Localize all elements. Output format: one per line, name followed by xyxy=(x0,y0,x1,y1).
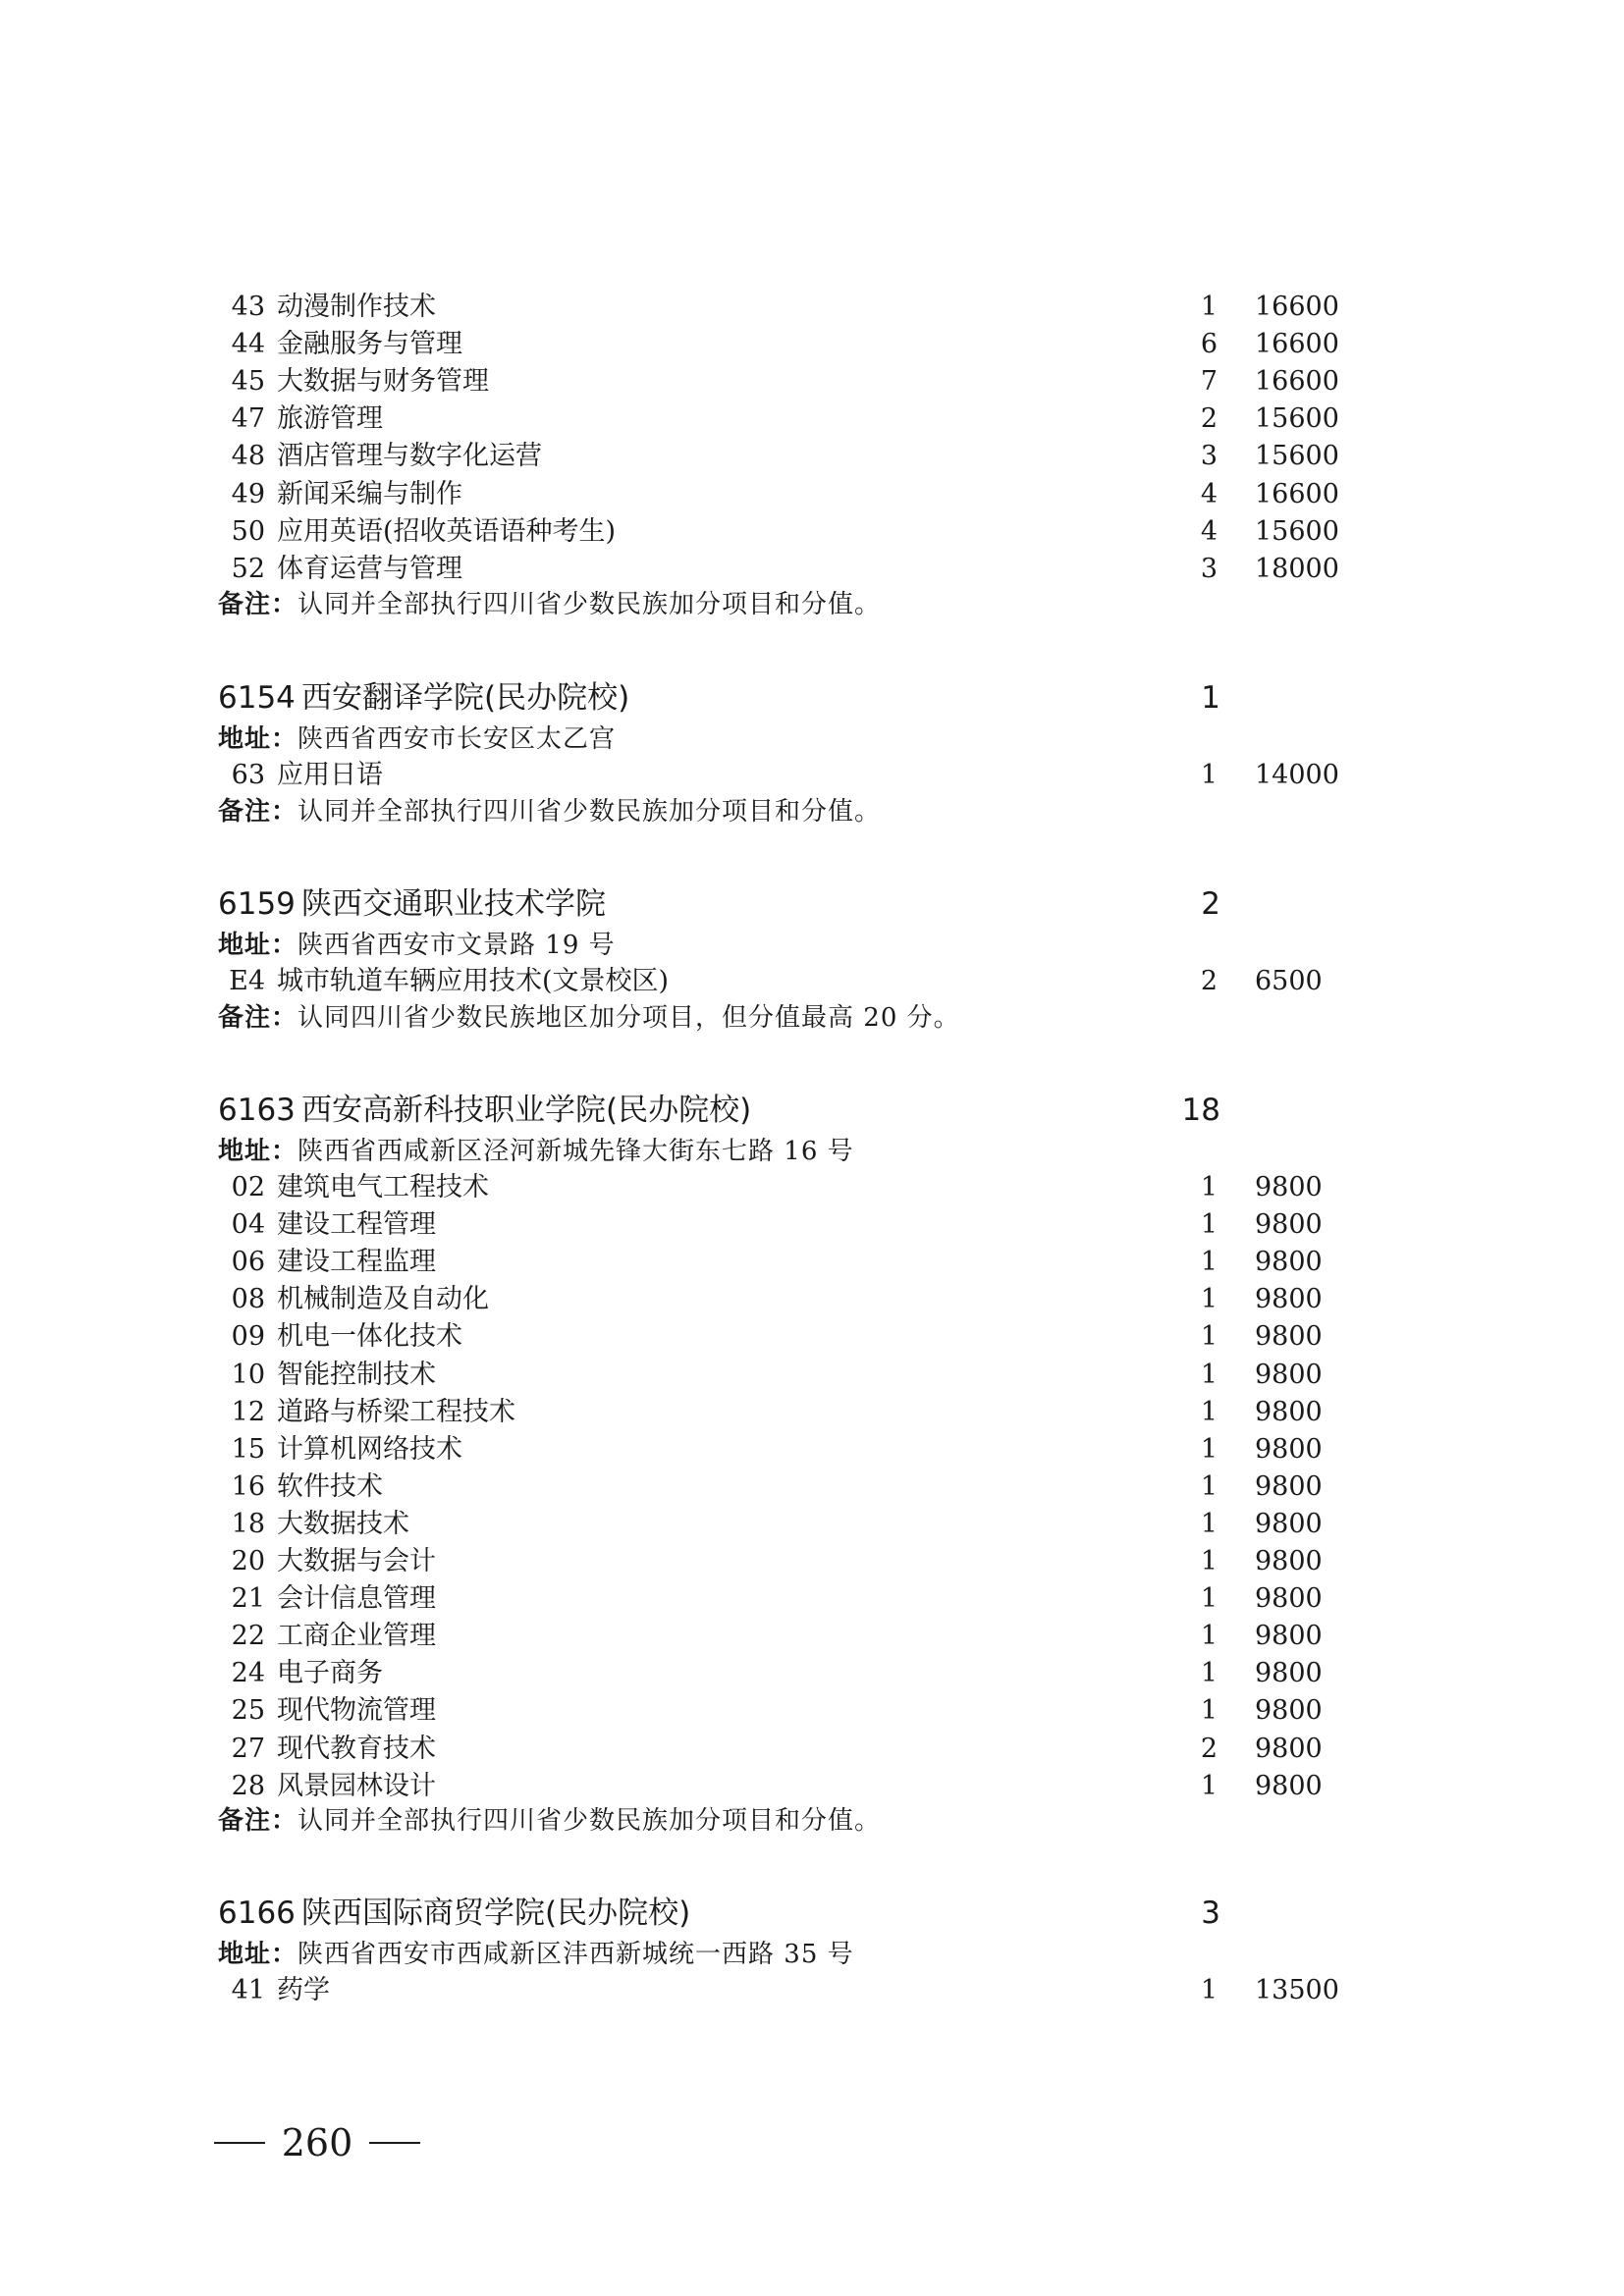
note-value: 认同并全部执行四川省少数民族加分项目和分值。 xyxy=(298,797,882,827)
major-tuition: 15600 xyxy=(1255,403,1339,434)
major-name: 旅游管理 xyxy=(277,403,383,434)
major-plan-count: 7 xyxy=(1200,366,1218,397)
major-row xyxy=(0,1394,1624,1431)
major-tuition: 16600 xyxy=(1255,329,1339,359)
major-tuition: 13500 xyxy=(1255,1975,1339,2005)
major-row xyxy=(0,1692,1624,1730)
major-tuition: 6500 xyxy=(1255,966,1323,996)
major-tuition: 9800 xyxy=(1255,1321,1323,1352)
major-row xyxy=(0,551,1624,588)
address-text xyxy=(218,927,616,964)
major-name: 建筑电气工程技术 xyxy=(277,1172,489,1202)
major-row xyxy=(0,1318,1624,1356)
school-address xyxy=(0,1936,1624,1973)
address-text xyxy=(218,721,616,758)
address-label: 地址： xyxy=(218,1940,298,1969)
major-tuition: 9800 xyxy=(1255,1621,1323,1651)
major-plan-count: 1 xyxy=(1200,1509,1218,1539)
major-plan-count: 3 xyxy=(1200,441,1218,471)
major-row xyxy=(0,289,1624,326)
major-name: 动漫制作技术 xyxy=(277,292,436,322)
major-plan-count: 4 xyxy=(1200,516,1218,547)
school-address xyxy=(0,721,1624,758)
major-row xyxy=(0,1972,1624,2009)
major-name: 建设工程管理 xyxy=(277,1209,436,1240)
major-tuition: 9800 xyxy=(1255,1434,1323,1465)
major-tuition: 9800 xyxy=(1255,1284,1323,1314)
major-name: 城市轨道车辆应用技术(文景校区) xyxy=(277,966,670,996)
major-row xyxy=(0,1206,1624,1244)
major-plan-count: 3 xyxy=(1200,554,1218,584)
major-code: 43 xyxy=(231,292,265,322)
school-note xyxy=(0,999,1624,1037)
major-code: 63 xyxy=(231,760,265,790)
major-plan-count: 1 xyxy=(1200,292,1218,322)
school-total-count: 18 xyxy=(1181,1093,1220,1128)
major-code: 09 xyxy=(231,1321,265,1352)
major-row xyxy=(0,1768,1624,1805)
major-code: 15 xyxy=(231,1434,265,1465)
major-name: 新闻采编与制作 xyxy=(277,479,462,509)
school-address xyxy=(0,1133,1624,1170)
major-plan-count: 1 xyxy=(1200,1247,1218,1277)
page-number: 260 xyxy=(281,2121,353,2164)
major-name: 会计信息管理 xyxy=(277,1583,436,1614)
major-name: 机电一体化技术 xyxy=(277,1321,462,1352)
school-code: 6163 xyxy=(218,1093,296,1128)
major-code: 49 xyxy=(231,479,265,509)
major-row xyxy=(0,400,1624,438)
major-code: 08 xyxy=(231,1284,265,1314)
major-name: 体育运营与管理 xyxy=(277,554,462,584)
note-value: 认同四川省少数民族地区加分项目，但分值最高 20 分。 xyxy=(298,1003,960,1033)
major-tuition: 9800 xyxy=(1255,1583,1323,1614)
school-header xyxy=(0,679,1624,717)
address-label: 地址： xyxy=(218,724,298,754)
major-row xyxy=(0,1506,1624,1543)
school-code: 6154 xyxy=(218,680,296,716)
major-plan-count: 1 xyxy=(1200,1695,1218,1726)
major-row xyxy=(0,1169,1624,1206)
school-name: 西安翻译学院(民办院校) xyxy=(301,680,630,716)
major-row xyxy=(0,1618,1624,1655)
major-plan-count: 1 xyxy=(1200,1397,1218,1427)
major-tuition: 9800 xyxy=(1255,1360,1323,1390)
school-name: 陕西国际商贸学院(民办院校) xyxy=(301,1896,691,1931)
major-tuition: 18000 xyxy=(1255,554,1339,584)
major-tuition: 9800 xyxy=(1255,1172,1323,1202)
major-tuition: 9800 xyxy=(1255,1771,1323,1801)
major-row xyxy=(0,1357,1624,1394)
major-tuition: 16600 xyxy=(1255,479,1339,509)
note-label: 备注： xyxy=(218,590,298,619)
major-code: 02 xyxy=(231,1172,265,1202)
address-label: 地址： xyxy=(218,931,298,960)
major-name: 大数据与会计 xyxy=(277,1546,436,1576)
major-plan-count: 1 xyxy=(1200,1471,1218,1502)
school-header xyxy=(0,885,1624,923)
major-tuition: 15600 xyxy=(1255,516,1339,547)
major-name: 工商企业管理 xyxy=(277,1621,436,1651)
major-tuition: 16600 xyxy=(1255,292,1339,322)
note-value: 认同并全部执行四川省少数民族加分项目和分值。 xyxy=(298,1806,882,1836)
major-row xyxy=(0,1731,1624,1768)
school-header xyxy=(0,1895,1624,1932)
major-name: 现代教育技术 xyxy=(277,1734,436,1764)
major-code: 44 xyxy=(231,329,265,359)
major-code: 24 xyxy=(231,1658,265,1688)
major-name: 现代物流管理 xyxy=(277,1695,436,1726)
major-tuition: 9800 xyxy=(1255,1209,1323,1240)
major-row xyxy=(0,326,1624,363)
major-tuition: 9800 xyxy=(1255,1509,1323,1539)
major-plan-count: 1 xyxy=(1200,1546,1218,1576)
note-text xyxy=(218,1802,881,1840)
major-code: 50 xyxy=(231,516,265,547)
note-label: 备注： xyxy=(218,1003,298,1033)
major-code: 48 xyxy=(231,441,265,471)
major-tuition: 9800 xyxy=(1255,1397,1323,1427)
major-name: 电子商务 xyxy=(277,1658,383,1688)
major-tuition: 16600 xyxy=(1255,366,1339,397)
school-note xyxy=(0,1802,1624,1840)
major-tuition: 9800 xyxy=(1255,1247,1323,1277)
major-row xyxy=(0,476,1624,513)
note-text xyxy=(218,586,881,623)
school-note xyxy=(0,586,1624,623)
major-code: 20 xyxy=(231,1546,265,1576)
major-name: 智能控制技术 xyxy=(277,1360,436,1390)
major-plan-count: 1 xyxy=(1200,1975,1218,2005)
major-row xyxy=(0,757,1624,794)
address-value: 陕西省西咸新区泾河新城先锋大街东七路 16 号 xyxy=(298,1137,854,1166)
major-plan-count: 2 xyxy=(1200,403,1218,434)
major-plan-count: 1 xyxy=(1200,1284,1218,1314)
major-code: 41 xyxy=(231,1975,265,2005)
major-name: 风景园林设计 xyxy=(277,1771,436,1801)
major-code: 10 xyxy=(231,1360,265,1390)
major-tuition: 9800 xyxy=(1255,1695,1323,1726)
major-name: 建设工程监理 xyxy=(277,1247,436,1277)
address-value: 陕西省西安市文景路 19 号 xyxy=(298,931,616,960)
major-name: 计算机网络技术 xyxy=(277,1434,462,1465)
school-address xyxy=(0,927,1624,964)
school-total-count: 2 xyxy=(1201,886,1220,922)
address-text xyxy=(218,1936,854,1973)
major-row xyxy=(0,1281,1624,1318)
major-code: 18 xyxy=(231,1509,265,1539)
footer-dash-left xyxy=(214,2142,265,2144)
school-total-count: 1 xyxy=(1201,680,1220,716)
note-value: 认同并全部执行四川省少数民族加分项目和分值。 xyxy=(298,590,882,619)
major-plan-count: 1 xyxy=(1200,760,1218,790)
major-plan-count: 2 xyxy=(1200,1734,1218,1764)
major-tuition: 9800 xyxy=(1255,1734,1323,1764)
major-row xyxy=(0,513,1624,551)
major-plan-count: 1 xyxy=(1200,1434,1218,1465)
major-plan-count: 4 xyxy=(1200,479,1218,509)
school-total-count: 3 xyxy=(1201,1896,1220,1931)
major-name: 应用英语(招收英语语种考生) xyxy=(277,516,617,547)
major-name: 应用日语 xyxy=(277,760,383,790)
note-label: 备注： xyxy=(218,1806,298,1836)
major-tuition: 14000 xyxy=(1255,760,1339,790)
major-plan-count: 6 xyxy=(1200,329,1218,359)
major-code: 22 xyxy=(231,1621,265,1651)
school-code: 6166 xyxy=(218,1896,296,1931)
school-name: 西安高新科技职业学院(民办院校) xyxy=(301,1093,752,1128)
major-plan-count: 1 xyxy=(1200,1583,1218,1614)
note-text xyxy=(218,793,881,830)
major-row xyxy=(0,1580,1624,1618)
major-tuition: 9800 xyxy=(1255,1471,1323,1502)
major-name: 大数据与财务管理 xyxy=(277,366,489,397)
major-plan-count: 1 xyxy=(1200,1771,1218,1801)
address-text xyxy=(218,1133,854,1170)
major-code: 04 xyxy=(231,1209,265,1240)
major-code: 06 xyxy=(231,1247,265,1277)
major-row xyxy=(0,363,1624,400)
major-plan-count: 1 xyxy=(1200,1621,1218,1651)
major-code: 21 xyxy=(231,1583,265,1614)
major-plan-count: 1 xyxy=(1200,1321,1218,1352)
major-code: 12 xyxy=(231,1397,265,1427)
major-name: 机械制造及自动化 xyxy=(277,1284,489,1314)
major-name: 大数据技术 xyxy=(277,1509,409,1539)
major-row xyxy=(0,1244,1624,1281)
major-row xyxy=(0,1468,1624,1506)
major-code: E4 xyxy=(229,966,265,996)
major-tuition: 15600 xyxy=(1255,441,1339,471)
address-value: 陕西省西安市西咸新区沣西新城统一西路 35 号 xyxy=(298,1940,854,1969)
note-text xyxy=(218,999,960,1037)
major-name: 道路与桥梁工程技术 xyxy=(277,1397,515,1427)
major-code: 52 xyxy=(231,554,265,584)
major-name: 软件技术 xyxy=(277,1471,383,1502)
major-row xyxy=(0,1431,1624,1468)
school-note xyxy=(0,793,1624,830)
major-code: 27 xyxy=(231,1734,265,1764)
major-row xyxy=(0,1543,1624,1580)
major-plan-count: 2 xyxy=(1200,966,1218,996)
note-label: 备注： xyxy=(218,797,298,827)
school-header xyxy=(0,1092,1624,1129)
major-plan-count: 1 xyxy=(1200,1360,1218,1390)
major-code: 47 xyxy=(231,403,265,434)
footer-dash-right xyxy=(369,2142,420,2144)
major-tuition: 9800 xyxy=(1255,1546,1323,1576)
major-code: 28 xyxy=(231,1771,265,1801)
major-row xyxy=(0,1655,1624,1692)
major-code: 25 xyxy=(231,1695,265,1726)
major-name: 酒店管理与数字化运营 xyxy=(277,441,542,471)
school-name: 陕西交通职业技术学院 xyxy=(301,886,606,922)
address-label: 地址： xyxy=(218,1137,298,1166)
major-tuition: 9800 xyxy=(1255,1658,1323,1688)
major-row xyxy=(0,438,1624,475)
major-code: 45 xyxy=(231,366,265,397)
major-plan-count: 1 xyxy=(1200,1172,1218,1202)
major-row xyxy=(0,963,1624,1000)
major-name: 药学 xyxy=(277,1975,330,2005)
major-code: 16 xyxy=(231,1471,265,1502)
address-value: 陕西省西安市长安区太乙宫 xyxy=(298,724,617,754)
major-name: 金融服务与管理 xyxy=(277,329,462,359)
major-plan-count: 1 xyxy=(1200,1209,1218,1240)
school-code: 6159 xyxy=(218,886,296,922)
major-plan-count: 1 xyxy=(1200,1658,1218,1688)
